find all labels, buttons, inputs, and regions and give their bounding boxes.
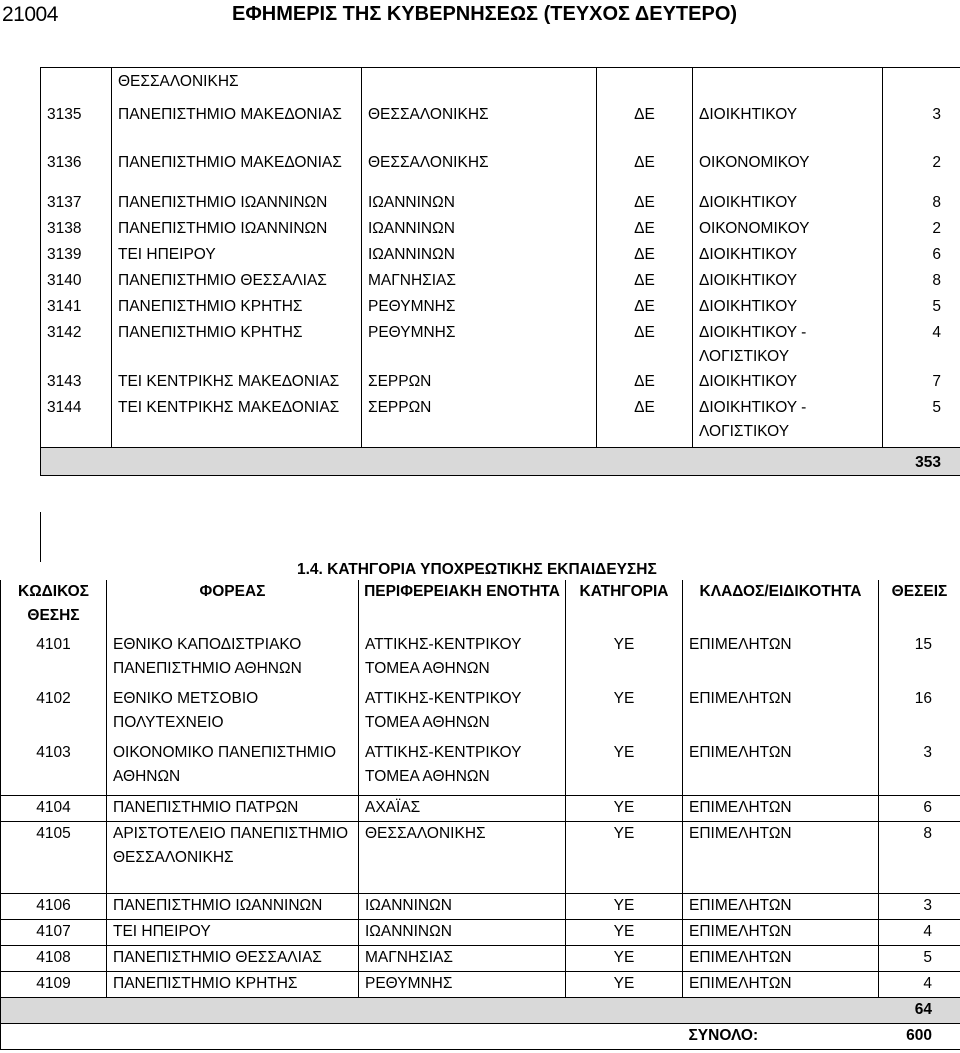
- row-org: ΠΑΝΕΠΙΣΤΗΜΙΟ ΙΩΑΝΝΙΝΩΝ: [112, 217, 362, 243]
- table-row: [1, 795, 960, 821]
- row-region: ΙΩΑΝΝΙΝΩΝ: [362, 217, 597, 243]
- row-branch: ΕΠΙΜΕΛΗΤΩΝ: [683, 945, 879, 971]
- row-branch: ΟΙΚΟΝΟΜΙΚΟΥ: [693, 151, 883, 191]
- row-region: ΣΕΡΡΩΝ: [362, 396, 597, 448]
- row-positions: 6: [883, 243, 960, 269]
- row-positions: 5: [883, 396, 960, 448]
- row-region: ΙΩΑΝΝΙΝΩΝ: [359, 893, 566, 919]
- row-region: ΑΤΤΙΚΗΣ-ΚΕΝΤΡΙΚΟΥ ΤΟΜΕΑ ΑΘΗΝΩΝ: [359, 741, 566, 795]
- row-code: 3140: [41, 269, 112, 295]
- row-org: ΕΘΝΙΚΟ ΜΕΤΣΟΒΙΟ ΠΟΛΥΤΕΧΝΕΙΟ: [107, 687, 359, 741]
- row-category: ΥΕ: [566, 633, 683, 687]
- row-positions: 2: [883, 217, 960, 243]
- row-category: ΔΕ: [597, 217, 693, 243]
- row-code: 4102: [1, 687, 107, 741]
- row-positions: 4: [879, 919, 960, 945]
- table-row: [41, 269, 960, 295]
- subtotal-filler: [41, 448, 883, 476]
- row-code: 3141: [41, 295, 112, 321]
- positions-table-de: [40, 67, 960, 476]
- row-branch: ΕΠΙΜΕΛΗΤΩΝ: [683, 821, 879, 893]
- table-header-row: [1, 580, 960, 633]
- table-row: [1, 945, 960, 971]
- row-region: ΘΕΣΣΑΛΟΝΙΚΗΣ: [362, 151, 597, 191]
- table-row: [41, 370, 960, 396]
- row-region: ΡΕΘΥΜΝΗΣ: [362, 295, 597, 321]
- row-category: ΔΕ: [597, 295, 693, 321]
- row-category: ΥΕ: [566, 821, 683, 893]
- row-branch: ΕΠΙΜΕΛΗΤΩΝ: [683, 741, 879, 795]
- header-branch: ΚΛΑΔΟΣ/ΕΙΔΙΚΟΤΗΤΑ: [683, 580, 879, 633]
- row-org: ΠΑΝΕΠΙΣΤΗΜΙΟ ΘΕΣΣΑΛΙΑΣ: [107, 945, 359, 971]
- row-category: ΔΕ: [597, 321, 693, 370]
- row-branch: ΔΙΟΙΚΗΤΙΚΟΥ - ΛΟΓΙΣΤΙΚΟΥ: [693, 321, 883, 370]
- row-region: ΣΕΡΡΩΝ: [362, 370, 597, 396]
- row-branch: ΔΙΟΙΚΗΤΙΚΟΥ: [693, 191, 883, 217]
- row-category: ΥΕ: [566, 945, 683, 971]
- gazette-title: ΕΦΗΜΕΡΙΣ ΤΗΣ ΚΥΒΕΡΝΗΣΕΩΣ (ΤΕΥΧΟΣ ΔΕΥΤΕΡΟ): [232, 3, 738, 25]
- header-code: ΚΩΔΙΚΟΣ ΘΕΣΗΣ: [1, 580, 107, 633]
- row-region: ΜΑΓΝΗΣΙΑΣ: [359, 945, 566, 971]
- row-region: ΘΕΣΣΑΛΟΝΙΚΗΣ: [362, 103, 597, 151]
- header-category: ΚΑΤΗΓΟΡΙΑ: [566, 580, 683, 633]
- row-region: ΑΤΤΙΚΗΣ-ΚΕΝΤΡΙΚΟΥ ΤΟΜΕΑ ΑΘΗΝΩΝ: [359, 687, 566, 741]
- row-positions: 6: [879, 795, 960, 821]
- row-positions: 2: [883, 151, 960, 191]
- row-branch: ΔΙΟΙΚΗΤΙΚΟΥ: [693, 295, 883, 321]
- row-org: ΤΕΙ ΚΕΝΤΡΙΚΗΣ ΜΑΚΕΔΟΝΙΑΣ: [112, 396, 362, 448]
- row-positions: 3: [879, 893, 960, 919]
- row-code: 3142: [41, 321, 112, 370]
- row-code: 3137: [41, 191, 112, 217]
- total-filler: [1, 1023, 683, 1049]
- row-branch: ΕΠΙΜΕΛΗΤΩΝ: [683, 687, 879, 741]
- row-region: ΙΩΑΝΝΙΝΩΝ: [359, 919, 566, 945]
- row-positions: 8: [883, 269, 960, 295]
- table-row: [1, 687, 960, 741]
- subtotal-value: 64: [879, 997, 960, 1023]
- row-positions: 8: [879, 821, 960, 893]
- page-number: 21004: [2, 3, 58, 26]
- subtotal-row: [41, 448, 960, 476]
- row-branch: ΕΠΙΜΕΛΗΤΩΝ: [683, 971, 879, 997]
- table-row: [1, 919, 960, 945]
- table-row: [41, 151, 960, 191]
- row-org: ΠΑΝΕΠΙΣΤΗΜΙΟ ΠΑΤΡΩΝ: [107, 795, 359, 821]
- continued-text: ΘΕΣΣΑΛΟΝΙΚΗΣ: [112, 68, 362, 103]
- header-region: ΠΕΡΙΦΕΡΕΙΑΚΗ ΕΝΟΤΗΤΑ: [359, 580, 566, 633]
- table-row: [1, 821, 960, 893]
- row-region: ΑΤΤΙΚΗΣ-ΚΕΝΤΡΙΚΟΥ ΤΟΜΕΑ ΑΘΗΝΩΝ: [359, 633, 566, 687]
- row-org: ΑΡΙΣΤΟΤΕΛΕΙΟ ΠΑΝΕΠΙΣΤΗΜΙΟ ΘΕΣΣΑΛΟΝΙΚΗΣ: [107, 821, 359, 893]
- row-positions: 15: [879, 633, 960, 687]
- row-positions: 5: [879, 945, 960, 971]
- row-code: 3138: [41, 217, 112, 243]
- row-region: ΙΩΑΝΝΙΝΩΝ: [362, 243, 597, 269]
- row-code: 4101: [1, 633, 107, 687]
- row-category: ΔΕ: [597, 396, 693, 448]
- row-category: ΔΕ: [597, 370, 693, 396]
- row-positions: 5: [883, 295, 960, 321]
- table-row: [41, 321, 960, 370]
- row-org: ΠΑΝΕΠΙΣΤΗΜΙΟ ΙΩΑΝΝΙΝΩΝ: [107, 893, 359, 919]
- row-category: ΥΕ: [566, 919, 683, 945]
- row-branch: ΕΠΙΜΕΛΗΤΩΝ: [683, 893, 879, 919]
- row-category: ΔΕ: [597, 243, 693, 269]
- row-region: ΜΑΓΝΗΣΙΑΣ: [362, 269, 597, 295]
- row-category: ΔΕ: [597, 103, 693, 151]
- row-region: ΡΕΘΥΜΝΗΣ: [362, 321, 597, 370]
- row-category: ΥΕ: [566, 687, 683, 741]
- row-org: ΠΑΝΕΠΙΣΤΗΜΙΟ ΘΕΣΣΑΛΙΑΣ: [112, 269, 362, 295]
- row-category: ΔΕ: [597, 151, 693, 191]
- header-org: ΦΟΡΕΑΣ: [107, 580, 359, 633]
- row-org: ΠΑΝΕΠΙΣΤΗΜΙΟ ΙΩΑΝΝΙΝΩΝ: [112, 191, 362, 217]
- row-positions: 3: [879, 741, 960, 795]
- row-positions: 4: [879, 971, 960, 997]
- row-branch: ΟΙΚΟΝΟΜΙΚΟΥ: [693, 217, 883, 243]
- row-category: ΥΕ: [566, 971, 683, 997]
- row-category: ΔΕ: [597, 269, 693, 295]
- row-org: ΠΑΝΕΠΙΣΤΗΜΙΟ ΜΑΚΕΔΟΝΙΑΣ: [112, 103, 362, 151]
- row-branch: ΔΙΟΙΚΗΤΙΚΟΥ: [693, 243, 883, 269]
- table-row: [41, 396, 960, 448]
- row-positions: 4: [883, 321, 960, 370]
- table-row: [41, 103, 960, 151]
- row-code: 4105: [1, 821, 107, 893]
- row-region: ΡΕΘΥΜΝΗΣ: [359, 971, 566, 997]
- row-positions: 3: [883, 103, 960, 151]
- row-org: ΟΙΚΟΝΟΜΙΚΟ ΠΑΝΕΠΙΣΤΗΜΙΟ ΑΘΗΝΩΝ: [107, 741, 359, 795]
- table-row: [1, 633, 960, 687]
- row-org: ΤΕΙ ΗΠΕΙΡΟΥ: [107, 919, 359, 945]
- table-row: [41, 295, 960, 321]
- total-label: ΣΥΝΟΛΟ:: [683, 1023, 879, 1049]
- positions-table-ye: [0, 580, 960, 1050]
- table-gap: [40, 512, 960, 562]
- row-code: 4108: [1, 945, 107, 971]
- table-row: [1, 893, 960, 919]
- row-code: 3135: [41, 103, 112, 151]
- total-value: 600: [879, 1023, 960, 1049]
- row-positions: 16: [879, 687, 960, 741]
- table-row: [41, 243, 960, 269]
- row-org: ΠΑΝΕΠΙΣΤΗΜΙΟ ΚΡΗΤΗΣ: [112, 295, 362, 321]
- row-positions: 8: [883, 191, 960, 217]
- row-branch: ΔΙΟΙΚΗΤΙΚΟΥ: [693, 269, 883, 295]
- row-branch: ΕΠΙΜΕΛΗΤΩΝ: [683, 633, 879, 687]
- row-code: 3143: [41, 370, 112, 396]
- row-region: ΘΕΣΣΑΛΟΝΙΚΗΣ: [359, 821, 566, 893]
- row-code: 3136: [41, 151, 112, 191]
- table-row-continued: [41, 68, 960, 103]
- row-org: ΠΑΝΕΠΙΣΤΗΜΙΟ ΚΡΗΤΗΣ: [112, 321, 362, 370]
- total-row: [1, 1023, 960, 1049]
- row-code: 3144: [41, 396, 112, 448]
- table-row: [1, 741, 960, 795]
- table-row: [1, 971, 960, 997]
- row-branch: ΕΠΙΜΕΛΗΤΩΝ: [683, 795, 879, 821]
- page-header: [0, 0, 960, 30]
- row-code: 4104: [1, 795, 107, 821]
- row-region: ΙΩΑΝΝΙΝΩΝ: [362, 191, 597, 217]
- row-org: ΤΕΙ ΗΠΕΙΡΟΥ: [112, 243, 362, 269]
- row-branch: ΔΙΟΙΚΗΤΙΚΟΥ - ΛΟΓΙΣΤΙΚΟΥ: [693, 396, 883, 448]
- row-code: 3139: [41, 243, 112, 269]
- row-org: ΠΑΝΕΠΙΣΤΗΜΙΟ ΜΑΚΕΔΟΝΙΑΣ: [112, 151, 362, 191]
- row-code: 4107: [1, 919, 107, 945]
- row-branch: ΔΙΟΙΚΗΤΙΚΟΥ: [693, 103, 883, 151]
- header-positions: ΘΕΣΕΙΣ: [879, 580, 960, 633]
- row-branch: ΔΙΟΙΚΗΤΙΚΟΥ: [693, 370, 883, 396]
- table-row: [41, 191, 960, 217]
- table-row: [41, 217, 960, 243]
- row-region: ΑΧΑΪΑΣ: [359, 795, 566, 821]
- row-code: 4106: [1, 893, 107, 919]
- row-org: ΤΕΙ ΚΕΝΤΡΙΚΗΣ ΜΑΚΕΔΟΝΙΑΣ: [112, 370, 362, 396]
- row-category: ΔΕ: [597, 191, 693, 217]
- row-org: ΠΑΝΕΠΙΣΤΗΜΙΟ ΚΡΗΤΗΣ: [107, 971, 359, 997]
- row-category: ΥΕ: [566, 893, 683, 919]
- section-title: 1.4. ΚΑΤΗΓΟΡΙΑ ΥΠΟΧΡΕΩΤΙΚΗΣ ΕΚΠΑΙΔΕΥΣΗΣ: [297, 561, 657, 578]
- row-category: ΥΕ: [566, 795, 683, 821]
- subtotal-filler: [1, 997, 879, 1023]
- row-code: 4103: [1, 741, 107, 795]
- row-code: 4109: [1, 971, 107, 997]
- subtotal-row: [1, 997, 960, 1023]
- row-positions: 7: [883, 370, 960, 396]
- row-category: ΥΕ: [566, 741, 683, 795]
- row-branch: ΕΠΙΜΕΛΗΤΩΝ: [683, 919, 879, 945]
- row-org: ΕΘΝΙΚΟ ΚΑΠΟΔΙΣΤΡΙΑΚΟ ΠΑΝΕΠΙΣΤΗΜΙΟ ΑΘΗΝΩΝ: [107, 633, 359, 687]
- subtotal-value: 353: [883, 448, 960, 476]
